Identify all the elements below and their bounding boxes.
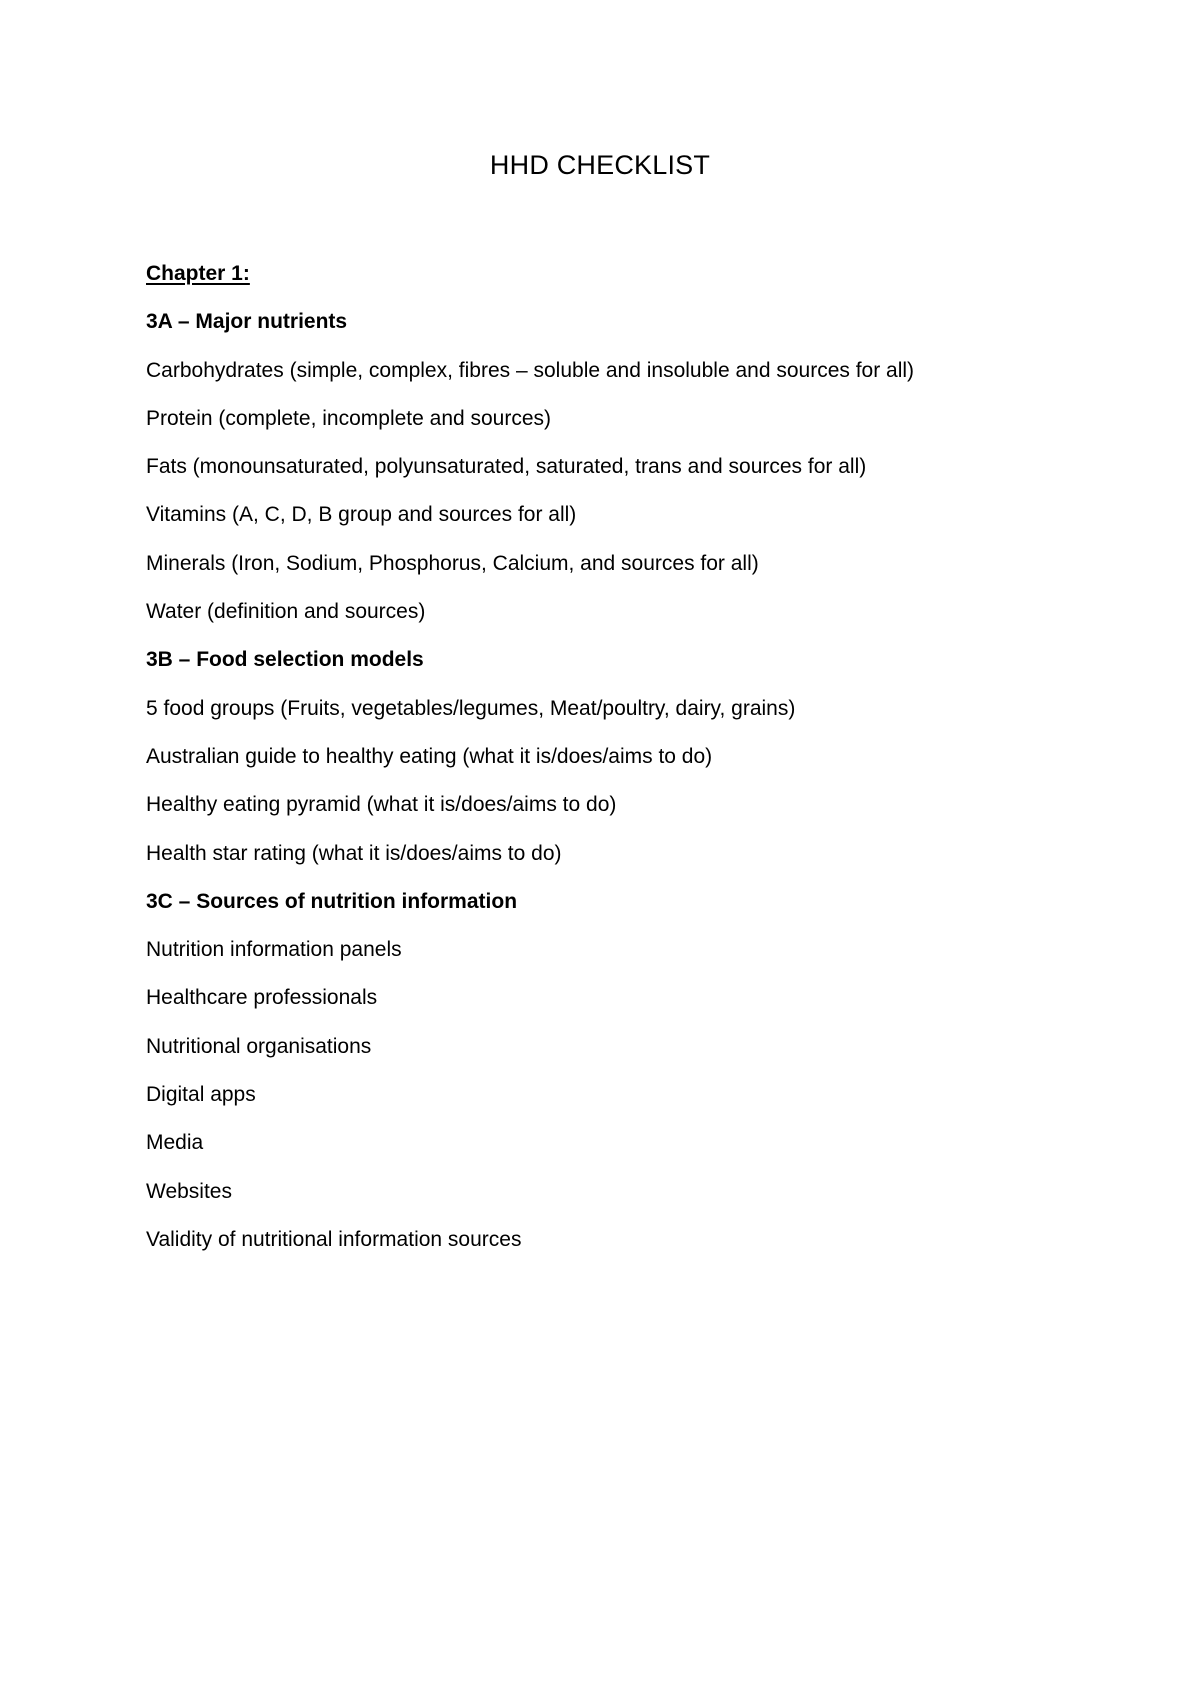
checklist-item: Protein (complete, incomplete and sources) (146, 406, 552, 430)
checklist-item: Water (definition and sources) (146, 600, 426, 624)
checklist-item: Nutritional organisations (146, 1034, 372, 1058)
checklist-item: Digital apps (146, 1083, 256, 1107)
checklist-item: 5 food groups (Fruits, vegetables/legumes, Meat/poultry, dairy, grains) (146, 696, 796, 720)
checklist-item: Fats (monounsaturated, polyunsaturated, saturated, trans and sources for all) (146, 455, 867, 479)
checklist-item: Health star rating (what it is/does/aims to do) (146, 841, 562, 865)
document-body (146, 250, 1146, 1264)
checklist-item: Healthy eating pyramid (what it is/does/aims to do) (146, 793, 617, 817)
section-heading-3a: 3A – Major nutrients (146, 310, 348, 334)
document-title: HHD CHECKLIST (489, 150, 711, 180)
section-heading-3b: 3B – Food selection models (146, 648, 424, 672)
checklist-item: Websites (146, 1179, 232, 1203)
checklist-item: Carbohydrates (simple, complex, fibres – soluble and insoluble and sources for all) (146, 358, 915, 382)
chapter-heading: Chapter 1: (146, 262, 250, 285)
checklist-item: Australian guide to healthy eating (what it is/does/aims to do) (146, 744, 713, 768)
checklist-item: Vitamins (A, C, D, B group and sources for all) (146, 503, 577, 527)
checklist-item: Healthcare professionals (146, 986, 378, 1010)
section-heading-3c: 3C – Sources of nutrition information (146, 889, 518, 913)
checklist-item: Minerals (Iron, Sodium, Phosphorus, Calcium, and sources for all) (146, 551, 759, 575)
checklist-item: Nutrition information panels (146, 938, 402, 962)
checklist-item: Media (146, 1131, 204, 1155)
checklist-item: Validity of nutritional information sources (146, 1227, 522, 1251)
